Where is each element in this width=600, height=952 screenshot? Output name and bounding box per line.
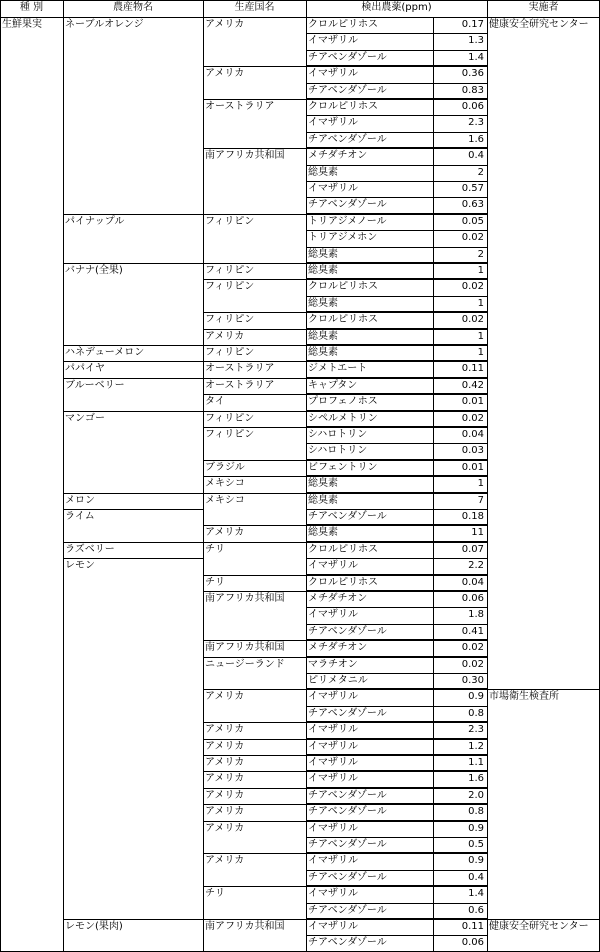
row-line (306, 278, 487, 280)
country-group-line (203, 788, 306, 789)
header-country: 生産国名 (234, 2, 275, 13)
value-cell: 0.11 (461, 363, 484, 374)
value-cell: 1 (477, 331, 484, 342)
country-group-line (203, 771, 306, 772)
product-cell: メロン (65, 495, 95, 506)
country-group-line (203, 886, 306, 887)
pesticide-cell: イマザリル (308, 68, 358, 79)
row-line (306, 770, 487, 772)
pesticide-cell: トリアジメホン (308, 232, 378, 243)
row-line (306, 935, 487, 936)
country-cell: オーストラリア (205, 363, 275, 374)
row-line (306, 903, 487, 904)
country-group-line (203, 739, 306, 740)
pesticide-cell: イマザリル (308, 888, 358, 899)
value-cell: 1.4 (468, 52, 484, 63)
pesticide-cell: イマザリル (308, 741, 358, 752)
value-cell: 0.04 (461, 429, 484, 440)
pesticide-cell: イマザリル (308, 691, 358, 702)
value-cell: 1.8 (468, 609, 484, 620)
row-line (306, 706, 487, 707)
value-cell: 2.2 (468, 560, 484, 571)
pesticide-cell: チアベンダゾール (308, 626, 387, 637)
value-cell: 0.30 (461, 675, 484, 686)
country-group-line (203, 591, 306, 592)
row-line (306, 360, 487, 362)
pesticide-cell: イマザリル (308, 823, 358, 834)
row-line (306, 509, 487, 510)
country-group-line (203, 329, 306, 330)
row-line (306, 607, 487, 608)
pesticide-cell: チアベンダゾール (308, 511, 387, 522)
pesticide-cell: クロルピリホス (308, 101, 378, 112)
country-cell: フィリピン (205, 413, 255, 424)
country-group-line (203, 689, 306, 690)
value-cell: 2.3 (468, 117, 484, 128)
pesticide-cell: トリアジメノール (308, 216, 387, 227)
row-line (306, 885, 487, 887)
column-divider (63, 0, 64, 952)
row-line (306, 738, 487, 740)
country-cell: アメリカ (205, 757, 245, 768)
product-cell: レモン (65, 560, 95, 571)
value-cell: 0.02 (461, 232, 484, 243)
value-cell: 0.9 (468, 823, 484, 834)
row-line (306, 639, 487, 641)
country-cell: フィリピン (205, 281, 255, 292)
country-group-line (203, 460, 306, 461)
country-group-line (203, 214, 306, 215)
row-line (306, 197, 487, 198)
row-line (306, 213, 487, 215)
row-line (306, 377, 487, 379)
value-cell: 1.6 (468, 134, 484, 145)
value-cell: 2 (477, 167, 484, 178)
pesticide-cell: ピリメタニル (308, 675, 368, 686)
row-line (306, 524, 487, 526)
value-cell: 0.5 (468, 839, 484, 850)
country-group-line (203, 345, 306, 346)
row-line (306, 574, 487, 576)
product-cell: マンゴー (65, 413, 105, 424)
country-group-line (203, 804, 306, 805)
product-cell: レモン(果肉) (65, 921, 123, 932)
country-cell: アメリカ (205, 790, 245, 801)
row-line (306, 673, 487, 674)
country-group-line (203, 263, 306, 264)
value-cell: 1.2 (468, 741, 484, 752)
country-cell: アメリカ (205, 806, 245, 817)
pesticide-cell: イマザリル (308, 921, 358, 932)
row-line (306, 230, 487, 231)
row-line (306, 492, 487, 494)
value-cell: 0.06 (461, 937, 484, 948)
country-group-line (203, 312, 306, 313)
column-divider (487, 0, 488, 952)
pesticide-cell: 総臭素 (308, 265, 338, 276)
country-group-line (203, 722, 306, 723)
value-cell: 0.06 (461, 593, 484, 604)
pesticide-cell: クロルピリホス (308, 544, 378, 555)
value-cell: 0.18 (461, 511, 484, 522)
row-line (306, 65, 487, 67)
row-line (306, 820, 487, 822)
value-cell: 0.02 (461, 281, 484, 292)
agency-cell: 市場衛生検査所 (489, 691, 559, 702)
country-cell: フィリピン (205, 216, 255, 227)
row-line (306, 558, 487, 559)
row-line (306, 98, 487, 100)
pesticide-cell: キャプタン (308, 380, 358, 391)
row-line (306, 475, 487, 477)
country-group-line (203, 411, 306, 412)
country-cell: ニュージーランド (205, 659, 285, 670)
pesticide-cell: チアベンダゾール (308, 937, 387, 948)
row-line (306, 296, 487, 297)
value-cell: 7 (477, 495, 484, 506)
row-line (306, 247, 487, 248)
pesticide-cell: チアベンダゾール (308, 85, 387, 96)
product-group-line (63, 361, 203, 362)
country-group-line (203, 279, 306, 280)
row-line (306, 50, 487, 51)
country-cell: アメリカ (205, 527, 245, 538)
pesticide-cell: 総臭素 (308, 527, 338, 538)
value-cell: 1.4 (468, 888, 484, 899)
country-cell: タイ (205, 396, 225, 407)
pesticide-cell: イマザリル (308, 117, 358, 128)
value-cell: 0.4 (468, 150, 484, 161)
pesticide-cell: イマザリル (308, 773, 358, 784)
country-cell: アメリカ (205, 724, 245, 735)
country-group-line (203, 542, 306, 543)
table-top-border (0, 0, 600, 1)
value-cell: 1.3 (468, 35, 484, 46)
country-cell: オーストラリア (205, 101, 275, 112)
pesticide-cell: プロフェノホス (308, 396, 378, 407)
product-group-line (63, 558, 203, 559)
row-line (306, 870, 487, 871)
product-group-line (63, 411, 203, 412)
row-line (306, 33, 487, 34)
pesticide-cell: クロルピリホス (308, 577, 378, 588)
pesticide-cell: イマザリル (308, 757, 358, 768)
pesticide-cell: チアベンダゾール (308, 199, 387, 210)
value-cell: 1.6 (468, 773, 484, 784)
country-cell: フィリピン (205, 429, 255, 440)
pesticide-cell: クロルピリホス (308, 314, 378, 325)
country-group-line (203, 853, 306, 854)
value-cell: 0.57 (461, 183, 484, 194)
country-group-line (203, 99, 306, 100)
country-group-line (203, 148, 306, 149)
row-line (306, 344, 487, 346)
value-cell: 0.8 (468, 708, 484, 719)
product-cell: ライム (65, 511, 95, 522)
column-divider (433, 17, 434, 951)
pesticide-cell: 総臭素 (308, 495, 338, 506)
value-cell: 2.3 (468, 724, 484, 735)
row-line (306, 754, 487, 756)
value-cell: 0.6 (468, 905, 484, 916)
value-cell: 0.06 (461, 101, 484, 112)
country-cell: アメリカ (205, 741, 245, 752)
row-line (306, 311, 487, 313)
pesticide-cell: シハロトリン (308, 429, 368, 440)
pesticide-cell: チアベンダゾール (308, 839, 387, 850)
pesticide-cell: ジメトエート (308, 363, 368, 374)
country-cell: アメリカ (205, 773, 245, 784)
product-group-line (63, 542, 203, 543)
country-cell: アメリカ (205, 823, 245, 834)
product-cell: ラズベリー (65, 544, 115, 555)
country-group-line (203, 378, 306, 379)
value-cell: 0.02 (461, 314, 484, 325)
value-cell: 0.17 (461, 19, 484, 30)
value-cell: 0.07 (461, 544, 484, 555)
value-cell: 0.05 (461, 216, 484, 227)
country-group-line (203, 575, 306, 576)
row-line (306, 443, 487, 444)
pesticide-cell: クロルピリホス (308, 19, 378, 30)
country-group-line (203, 427, 306, 428)
value-cell: 0.42 (461, 380, 484, 391)
row-line (306, 410, 487, 412)
pesticide-cell: クロルピリホス (308, 281, 378, 292)
pesticide-cell: チアベンダゾール (308, 52, 387, 63)
row-line (306, 721, 487, 723)
country-cell: アメリカ (205, 331, 245, 342)
country-cell: メキシコ (205, 495, 245, 506)
pesticide-cell: イマザリル (308, 183, 358, 194)
pesticide-cell: ビフェントリン (308, 462, 378, 473)
agency-cell: 健康安全研究センター (489, 921, 589, 932)
value-cell: 0.01 (461, 396, 484, 407)
agency-group-line (487, 919, 600, 920)
country-cell: アメリカ (205, 691, 245, 702)
pesticide-cell: 総臭素 (308, 347, 338, 358)
value-cell: 0.36 (461, 68, 484, 79)
row-line (306, 688, 487, 690)
product-cell: バナナ(全果) (65, 265, 123, 276)
product-group-line (63, 214, 203, 215)
value-cell: 0.8 (468, 806, 484, 817)
row-line (306, 181, 487, 182)
header-product: 農産物名 (113, 2, 153, 13)
value-cell: 1 (477, 478, 484, 489)
country-cell: 南アフリカ共和国 (205, 921, 285, 932)
value-cell: 0.9 (468, 855, 484, 866)
country-group-line (203, 493, 306, 494)
value-cell: 0.9 (468, 691, 484, 702)
row-line (306, 541, 487, 543)
value-cell: 0.04 (461, 577, 484, 588)
value-cell: 11 (471, 527, 484, 538)
row-line (306, 165, 487, 166)
country-group-line (203, 361, 306, 362)
product-cell: ハネデューメロン (65, 347, 145, 358)
value-cell: 0.03 (461, 445, 484, 456)
product-cell: パイナップル (65, 216, 125, 227)
pesticide-cell: 総臭素 (308, 167, 338, 178)
country-cell: チリ (205, 544, 225, 555)
pesticide-cell: チアベンダゾール (308, 134, 387, 145)
pesticide-cell: 総臭素 (308, 478, 338, 489)
value-cell: 1 (477, 265, 484, 276)
product-cell: ブルーベリー (65, 380, 125, 391)
row-line (306, 590, 487, 592)
row-line (306, 132, 487, 133)
category-cell: 生鮮果実 (2, 19, 42, 30)
value-cell: 0.11 (461, 921, 484, 932)
pesticide-cell: イマザリル (308, 724, 358, 735)
pesticide-cell: チアベンダゾール (308, 790, 387, 801)
product-group-line (63, 919, 203, 920)
row-line (306, 328, 487, 330)
row-line (306, 115, 487, 116)
header-pesticide: 検出農薬(ppm) (361, 2, 432, 13)
country-cell: フィリピン (205, 314, 255, 325)
country-cell: チリ (205, 888, 225, 899)
country-group-line (203, 919, 306, 920)
pesticide-cell: シハロトリン (308, 445, 368, 456)
header-category: 種 別 (19, 2, 44, 13)
row-line (306, 837, 487, 838)
value-cell: 2 (477, 249, 484, 260)
pesticide-cell: チアベンダゾール (308, 872, 387, 883)
row-line (306, 459, 487, 461)
value-cell: 0.02 (461, 659, 484, 670)
row-line (306, 393, 487, 395)
country-cell: アメリカ (205, 855, 245, 866)
product-group-line (63, 345, 203, 346)
row-line (306, 656, 487, 658)
country-cell: フィリピン (205, 265, 255, 276)
value-cell: 0.41 (461, 626, 484, 637)
country-cell: 南アフリカ共和国 (205, 593, 285, 604)
country-cell: チリ (205, 577, 225, 588)
pesticide-cell: イマザリル (308, 560, 358, 571)
pesticide-cell: シペルメトリン (308, 413, 378, 424)
row-line (306, 787, 487, 789)
country-cell: オーストラリア (205, 380, 275, 391)
country-group-line (203, 657, 306, 658)
row-line (306, 426, 487, 428)
country-group-line (203, 525, 306, 526)
pesticide-cell: イマザリル (308, 35, 358, 46)
row-line (306, 83, 487, 84)
pesticide-cell: 総臭素 (308, 298, 338, 309)
value-cell: 0.83 (461, 85, 484, 96)
product-cell: パパイヤ (65, 363, 105, 374)
pesticide-cell: 総臭素 (308, 249, 338, 260)
product-group-line (63, 509, 203, 510)
country-cell: 南アフリカ共和国 (205, 642, 285, 653)
country-group-line (203, 394, 306, 395)
pesticide-cell: チアベンダゾール (308, 708, 387, 719)
pesticide-cell: イマザリル (308, 855, 358, 866)
pesticide-cell: マラチオン (308, 659, 358, 670)
pesticide-cell: メチダチオン (308, 593, 368, 604)
value-cell: 0.02 (461, 413, 484, 424)
country-group-line (203, 755, 306, 756)
pesticide-cell: イマザリル (308, 609, 358, 620)
country-group-line (203, 66, 306, 67)
product-cell: ネーブルオレンジ (65, 19, 144, 30)
value-cell: 1.1 (468, 757, 484, 768)
country-cell: ブラジル (205, 462, 245, 473)
product-group-line (63, 263, 203, 264)
pesticide-cell: メチダチオン (308, 642, 368, 653)
row-line (306, 852, 487, 854)
country-cell: アメリカ (205, 19, 245, 30)
country-group-line (203, 640, 306, 641)
pesticide-cell: 総臭素 (308, 331, 338, 342)
value-cell: 0.02 (461, 642, 484, 653)
row-line (306, 918, 487, 920)
column-divider (0, 0, 1, 952)
country-cell: メキシコ (205, 478, 245, 489)
value-cell: 0.01 (461, 462, 484, 473)
pesticide-cell: チアベンダゾール (308, 905, 387, 916)
country-group-line (203, 821, 306, 822)
row-line (306, 262, 487, 264)
value-cell: 1 (477, 298, 484, 309)
country-cell: 南アフリカ共和国 (205, 150, 285, 161)
agency-group-line (487, 689, 600, 690)
value-cell: 0.4 (468, 872, 484, 883)
pesticide-cell: メチダチオン (308, 150, 368, 161)
header-bottom-border (0, 17, 600, 18)
header-agency: 実施者 (528, 2, 559, 13)
country-group-line (203, 476, 306, 477)
row-line (306, 624, 487, 625)
value-cell: 1 (477, 347, 484, 358)
value-cell: 0.63 (461, 199, 484, 210)
product-group-line (63, 493, 203, 494)
country-cell: フィリピン (205, 347, 255, 358)
agency-cell: 健康安全研究センター (489, 19, 589, 30)
row-line (306, 147, 487, 149)
pesticide-cell: チアベンダゾール (308, 806, 387, 817)
value-cell: 2.0 (468, 790, 484, 801)
country-cell: アメリカ (205, 68, 245, 79)
row-line (306, 803, 487, 805)
product-group-line (63, 378, 203, 379)
